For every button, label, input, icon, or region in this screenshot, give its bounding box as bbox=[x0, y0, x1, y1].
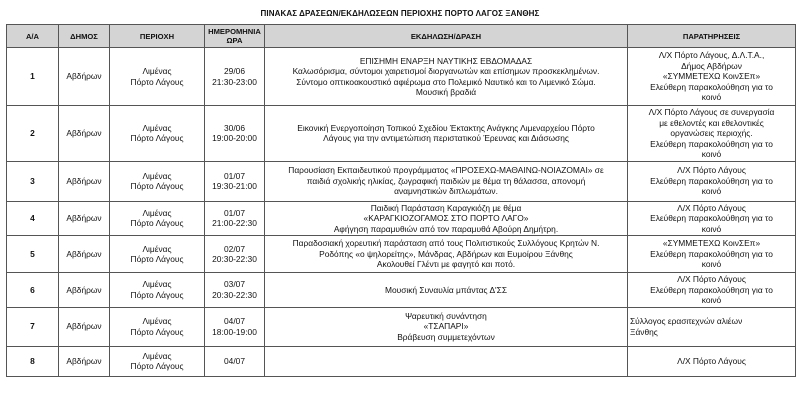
row-date-time bbox=[205, 161, 265, 201]
row-notes-line: κοινό bbox=[701, 92, 722, 103]
row-area-line: Λιμένας bbox=[142, 122, 172, 133]
row-date-time bbox=[205, 307, 265, 346]
table-row bbox=[7, 307, 796, 346]
row-area-line: Πόρτο Λάγους bbox=[130, 133, 184, 144]
row-area bbox=[110, 48, 205, 106]
table-row bbox=[7, 236, 796, 273]
table-row bbox=[7, 106, 796, 162]
row-municipality: Αβδήρων bbox=[59, 273, 110, 308]
row-number: 3 bbox=[7, 161, 59, 201]
row-notes-line: με εθελοντές και εθελοντικές bbox=[659, 117, 764, 128]
events-table bbox=[6, 24, 796, 377]
row-date: 30/06 bbox=[224, 122, 245, 133]
row-event-line: Εικονική Ενεργοποίηση Τοπικού Σχεδίου Έκτακτης Ανάγκης Λιμεναρχείου Πόρτο bbox=[297, 122, 595, 133]
row-event bbox=[265, 236, 628, 273]
table-row bbox=[7, 161, 796, 201]
row-notes bbox=[628, 201, 796, 236]
row-notes-line: Ελεύθερη παρακολούθηση για το bbox=[650, 213, 773, 223]
row-notes-line: Ελεύθερη παρακολούθηση για το bbox=[650, 175, 773, 186]
row-notes-line: Ελεύθερη παρακολούθηση για το bbox=[650, 284, 773, 295]
row-area-line: Πόρτο Λάγους bbox=[130, 218, 184, 229]
row-event bbox=[265, 273, 628, 308]
row-notes-line: Σύλλογος ερασιτεχνών αλιέων bbox=[630, 316, 743, 326]
row-notes-line: κοινό bbox=[701, 149, 722, 159]
row-area bbox=[110, 106, 205, 162]
table-row bbox=[7, 48, 796, 106]
row-area-line: Λιμένας bbox=[142, 243, 172, 254]
row-area-line: Λιμένας bbox=[142, 316, 172, 326]
row-area-line: Λιμένας bbox=[142, 66, 172, 76]
row-event-line: «ΚΑΡΑΓΚΙΟΖΟΓΑΜΟΣ ΣΤΟ ΠΟΡΤΟ ΛΑΓΟ» bbox=[363, 213, 529, 223]
row-number: 6 bbox=[7, 273, 59, 308]
row-notes bbox=[628, 236, 796, 273]
row-notes-line: «ΣΥΜΜΕΤΕΧΩ ΚοινΣΕπ» bbox=[662, 238, 761, 249]
row-area-line: Πόρτο Λάγους bbox=[130, 289, 184, 300]
row-date: 01/07 bbox=[224, 170, 245, 181]
row-event bbox=[265, 307, 628, 346]
row-number: 7 bbox=[7, 307, 59, 346]
row-notes-line: Ελεύθερη παρακολούθηση για το bbox=[650, 248, 773, 259]
row-notes-line: «ΣΥΜΜΕΤΕΧΩ ΚοινΣΕπ» bbox=[662, 71, 761, 82]
row-area-line: Πόρτο Λάγους bbox=[130, 181, 184, 191]
table-row bbox=[7, 346, 796, 376]
row-notes-line: Λ/Χ Πόρτο Λάγους bbox=[677, 202, 746, 213]
row-event bbox=[265, 48, 628, 106]
row-time: 19:30-21:00 bbox=[212, 181, 257, 191]
row-time: 18:00-19:00 bbox=[212, 326, 257, 337]
row-area-line: Λιμένας bbox=[142, 207, 172, 218]
row-time: 20:30-22:30 bbox=[212, 289, 257, 300]
row-number: 4 bbox=[7, 201, 59, 236]
row-number: 8 bbox=[7, 346, 59, 376]
table-row bbox=[7, 273, 796, 308]
row-event bbox=[265, 201, 628, 236]
row-notes-line: Λ/Χ Πόρτο Λάγους, Δ.Λ.Τ.Α., bbox=[658, 50, 765, 61]
row-notes-line: Ελεύθερη παρακολούθηση για το bbox=[650, 138, 773, 149]
page-title: ΠΙΝΑΚΑΣ ΔΡΑΣΕΩΝ/ΕΚΔΗΛΩΣΕΩΝ ΠΕΡΙΟΧΗΣ ΠΟΡΤΟ ΛΑΓΟΣ ΞΑΝΘΗΣ bbox=[260, 9, 540, 18]
row-municipality: Αβδήρων bbox=[59, 346, 110, 376]
row-event-line: Λάγους για την αντιμετώπιση περιστατικού Έρευνας και Διάσωσης bbox=[323, 133, 569, 144]
row-notes bbox=[628, 106, 796, 162]
row-event-line: Καλωσόρισμα, σύντομοι χαιρετισμοί διοργανωτών και επίσημων προσκεκλημένων. bbox=[292, 66, 600, 76]
row-notes-line: Λ/Χ Πόρτο Λάγους bbox=[677, 355, 746, 366]
row-event-line: Παραδοσιακή χορευτική παράσταση από τους Πολιτιστικούς Συλλόγους Κρητών Ν. bbox=[292, 238, 600, 249]
row-date-time bbox=[205, 346, 265, 376]
row-event-line: Σύντομο οπτικοακουστικό αφιέρωμα στο Πολεμικό Ναυτικό και το Λιμενικό Σώμα. bbox=[296, 76, 596, 87]
row-notes-line: Λ/Χ Πόρτο Λάγους bbox=[677, 165, 746, 176]
row-notes-line: οργανώσεις περιοχής. bbox=[670, 128, 753, 138]
row-area bbox=[110, 273, 205, 308]
row-date: 04/07 bbox=[224, 316, 245, 326]
header-event: ΕΚΔΗΛΩΣΗ/ΔΡΑΣΗ bbox=[265, 25, 628, 48]
row-event-line: αναμνηστικών διπλωμάτων. bbox=[394, 186, 498, 197]
row-number: 5 bbox=[7, 236, 59, 273]
row-area bbox=[110, 346, 205, 376]
row-time: 19:00-20:00 bbox=[212, 133, 257, 144]
table-body bbox=[7, 48, 796, 377]
row-municipality: Αβδήρων bbox=[59, 48, 110, 106]
row-municipality: Αβδήρων bbox=[59, 106, 110, 162]
row-date: 04/07 bbox=[224, 355, 245, 366]
row-date-time bbox=[205, 273, 265, 308]
row-notes bbox=[628, 161, 796, 201]
row-area bbox=[110, 201, 205, 236]
row-time: 21:00-22:30 bbox=[212, 218, 257, 229]
row-area-line: Πόρτο Λάγους bbox=[130, 76, 184, 87]
row-date: 03/07 bbox=[224, 279, 245, 290]
row-date-time bbox=[205, 48, 265, 106]
row-event-line: «ΤΣΑΠΑΡΙ» bbox=[423, 321, 469, 332]
row-event-line: Βράβευση συμμετεχόντων bbox=[397, 331, 495, 342]
row-event-line: Μουσική βραδιά bbox=[415, 87, 477, 97]
row-notes-line: κοινό bbox=[701, 223, 722, 234]
row-area-line: Λιμένας bbox=[142, 350, 172, 361]
row-event-line: Μουσική Συναυλία μπάντας Δ'ΣΣ bbox=[385, 284, 507, 295]
row-event bbox=[265, 346, 628, 376]
row-notes-line: Ελεύθερη παρακολούθηση για το bbox=[650, 81, 773, 92]
row-area-line: Λιμένας bbox=[142, 279, 172, 290]
row-notes-line: κοινό bbox=[701, 295, 722, 305]
row-notes bbox=[628, 307, 796, 346]
header-time-label: ΩΡΑ bbox=[226, 36, 243, 45]
header-aa: Α/Α bbox=[7, 25, 59, 48]
row-area bbox=[110, 236, 205, 273]
row-municipality: Αβδήρων bbox=[59, 201, 110, 236]
row-event-line: Ροδόπης «ο ψηλορείτης», Μάνδρας, Αβδήρων και Ευμοίρου Ξάνθης bbox=[319, 248, 573, 259]
row-notes bbox=[628, 346, 796, 376]
row-notes bbox=[628, 48, 796, 106]
row-date-time bbox=[205, 106, 265, 162]
row-event bbox=[265, 106, 628, 162]
table-row bbox=[7, 201, 796, 236]
row-notes-line: Ξάνθης bbox=[630, 326, 658, 337]
header-dimos: ΔΗΜΟΣ bbox=[59, 25, 110, 48]
row-notes-line: Λ/Χ Πόρτο Λάγους bbox=[677, 274, 746, 284]
row-area-line: Πόρτο Λάγους bbox=[130, 326, 184, 337]
row-notes-line: κοινό bbox=[701, 186, 722, 197]
row-number: 2 bbox=[7, 106, 59, 162]
row-date: 01/07 bbox=[224, 207, 245, 218]
row-event-line: παιδιά σχολικής ηλικίας, ζωγραφική παιδιών με θέμα τη θάλασσα, απονομή bbox=[306, 175, 586, 186]
row-area-line: Πόρτο Λάγους bbox=[130, 254, 184, 264]
row-municipality: Αβδήρων bbox=[59, 236, 110, 273]
header-date-label: ΗΜΕΡΟΜΗΝΙΑ bbox=[208, 27, 261, 36]
row-event-line: Αφήγηση παραμυθιών από τον παραμυθά Αβούρη Δημήτρη. bbox=[333, 223, 559, 234]
header-date bbox=[205, 25, 265, 48]
row-date-time bbox=[205, 201, 265, 236]
row-date: 02/07 bbox=[224, 243, 245, 254]
row-municipality: Αβδήρων bbox=[59, 161, 110, 201]
row-date-time bbox=[205, 236, 265, 273]
row-event-line: Παιδική Παράσταση Καραγκιόζη με θέμα bbox=[370, 202, 522, 213]
row-area bbox=[110, 307, 205, 346]
header-perioxi: ΠΕΡΙΟΧΗ bbox=[110, 25, 205, 48]
row-area bbox=[110, 161, 205, 201]
row-time: 21:30-23:00 bbox=[212, 76, 257, 87]
row-event-line: ΕΠΙΣΗΜΗ ΕΝΑΡΞΗ ΝΑΥΤΙΚΗΣ ΕΒΔΟΜΑΔΑΣ bbox=[359, 55, 533, 66]
row-area-line: Πόρτο Λάγους bbox=[130, 361, 184, 371]
table-header-row bbox=[7, 25, 796, 48]
row-notes-line: Λ/Χ Πόρτο Λάγους σε συνεργασία bbox=[648, 107, 775, 117]
row-event-line: Ακολουθεί Γλέντι με φαγητό και ποτό. bbox=[376, 259, 516, 270]
row-municipality: Αβδήρων bbox=[59, 307, 110, 346]
row-event-line: Παρουσίαση Εκπαιδευτικού προγράμματος «ΠΡΟΣΕΧΩ-ΜΑΘΑΙΝΩ-ΝΟΙΑΖΟΜΑΙ» σε bbox=[288, 165, 604, 176]
row-time: 20:30-22:30 bbox=[212, 254, 257, 264]
row-event-line: Ψαρευτική συνάντηση bbox=[405, 310, 487, 321]
row-notes-line: Δήμος Αβδήρων bbox=[681, 60, 742, 71]
row-date: 29/06 bbox=[224, 66, 245, 76]
row-number: 1 bbox=[7, 48, 59, 106]
row-notes bbox=[628, 273, 796, 308]
row-event bbox=[265, 161, 628, 201]
row-area-line: Λιμένας bbox=[142, 170, 172, 181]
header-notes: ΠΑΡΑΤΗΡΗΣΕΙΣ bbox=[628, 25, 796, 48]
row-notes-line: κοινό bbox=[701, 259, 722, 270]
